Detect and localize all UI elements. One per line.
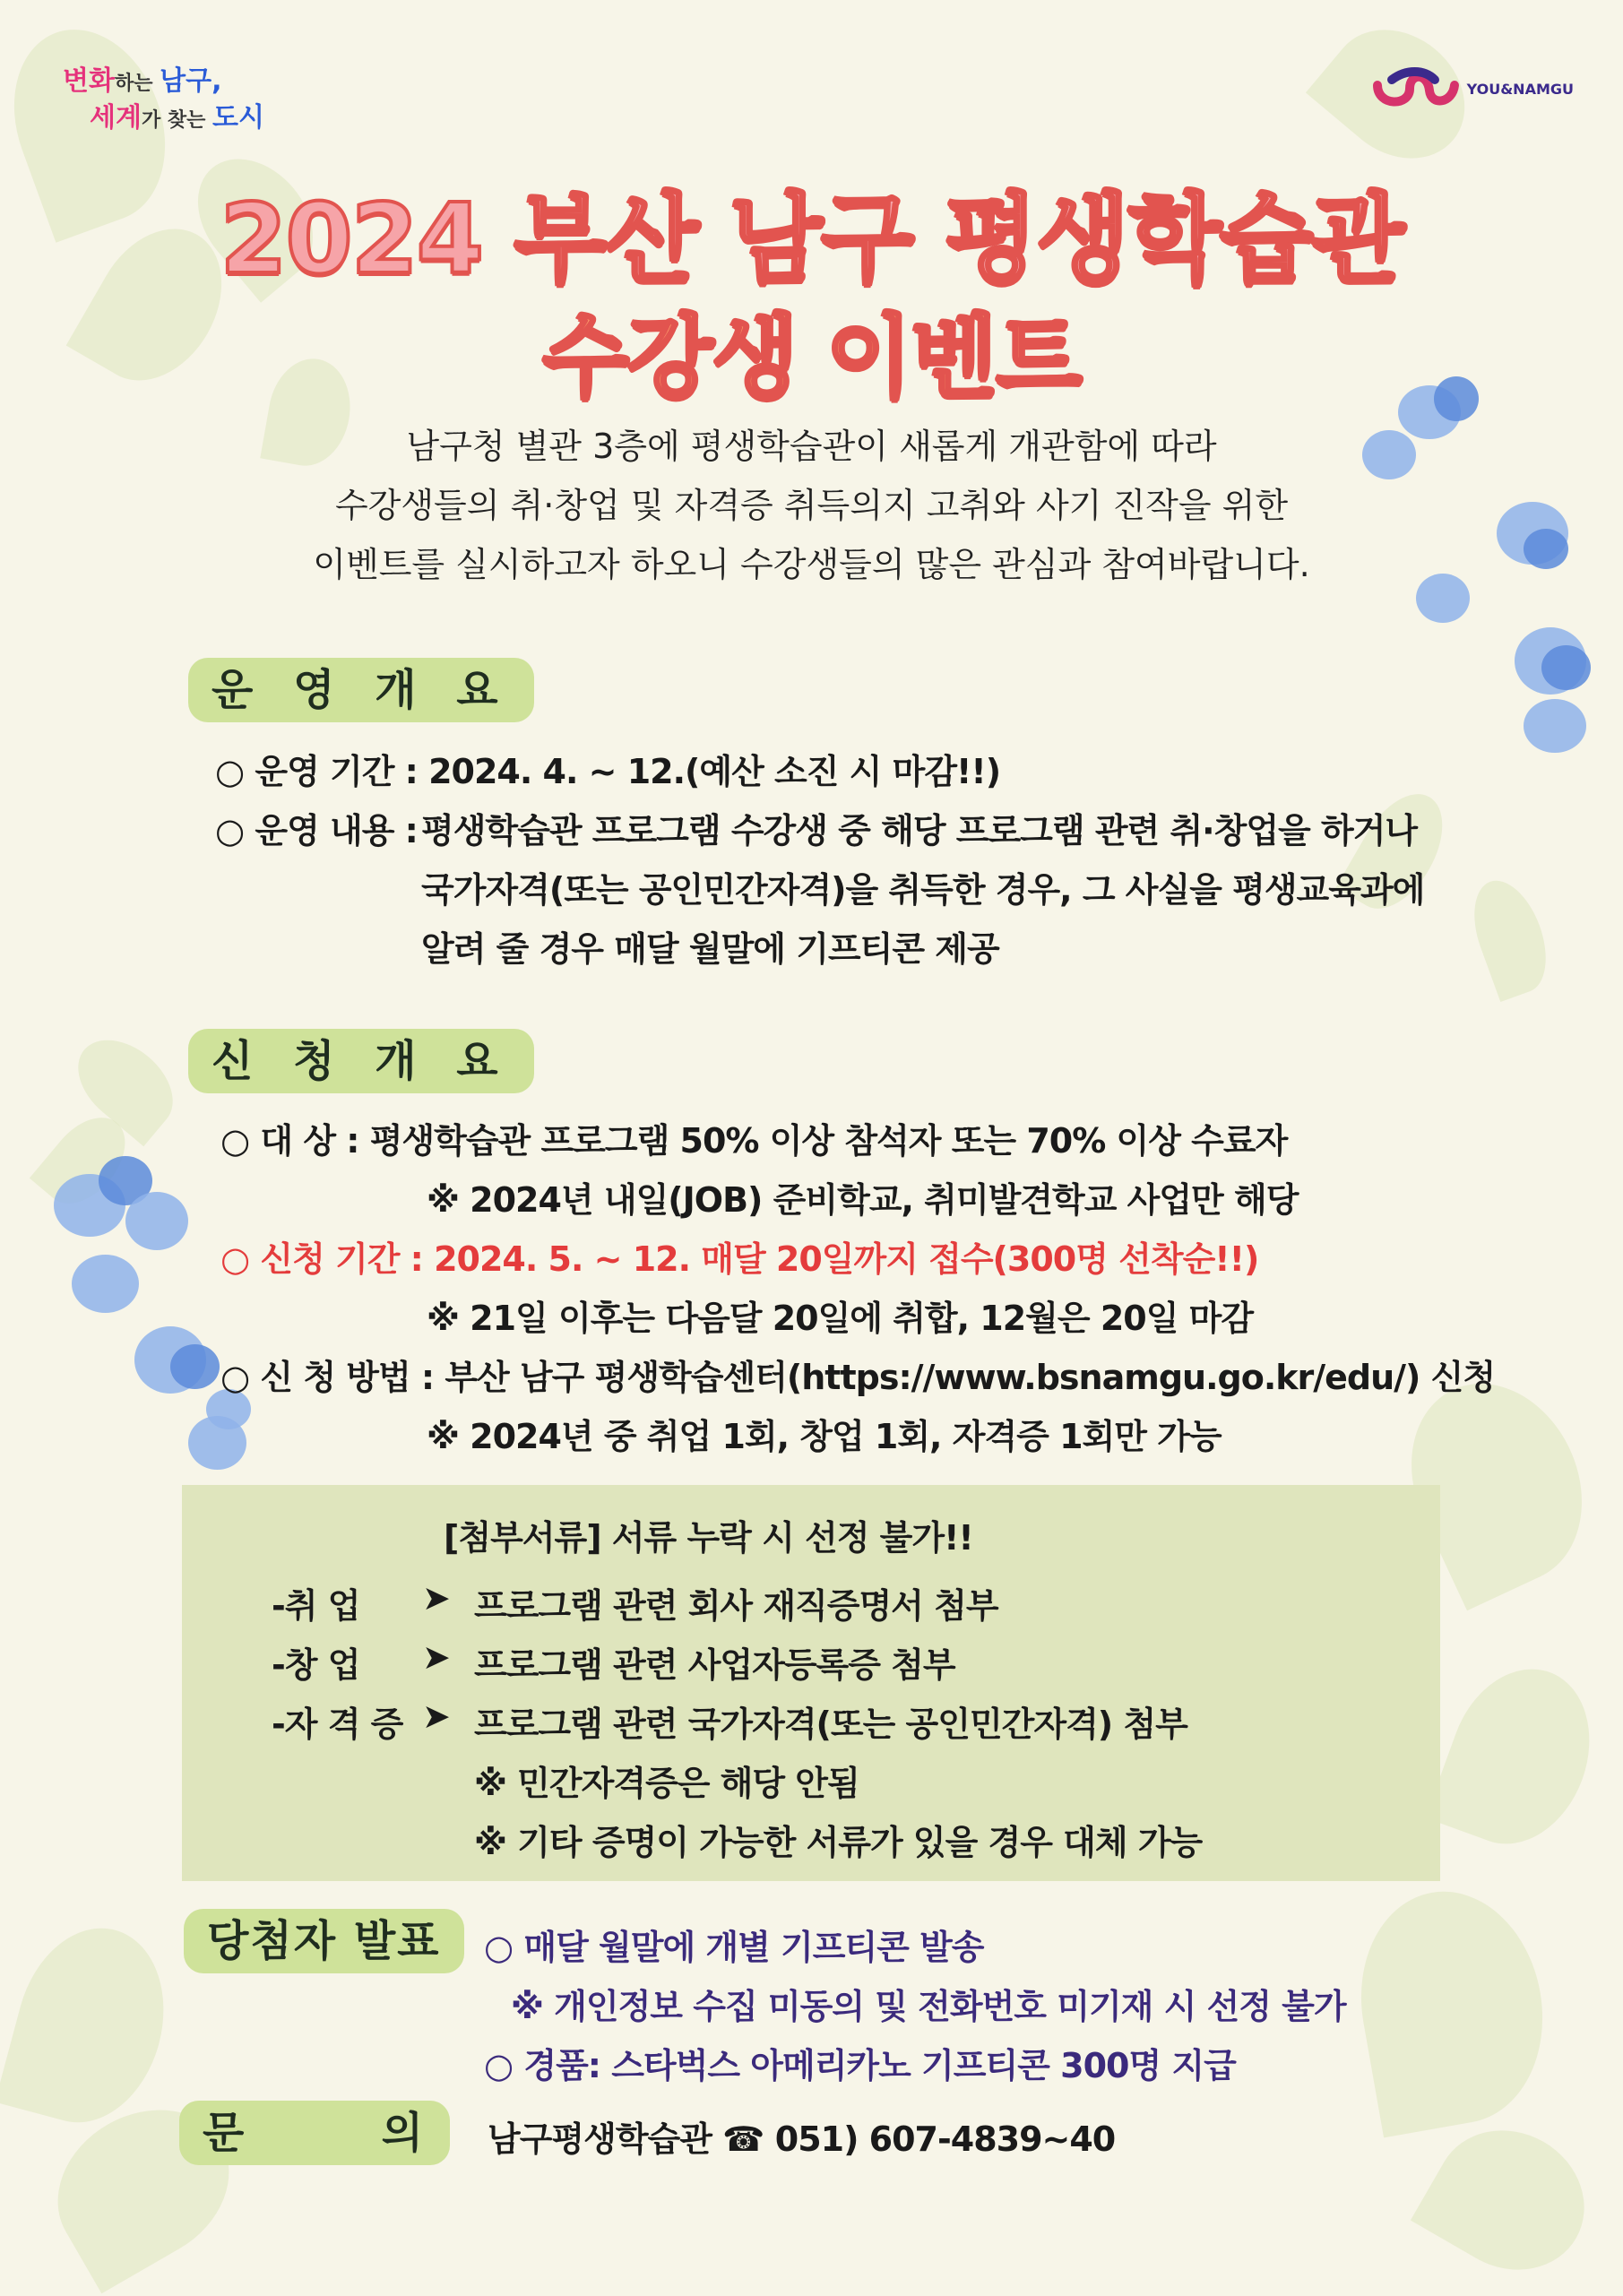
city-slogan [63,65,264,138]
slogan-word: 하는 [114,73,160,95]
winners-prize: ○ 경품: 스타벅스 아메리카노 기프티콘 300명 지급 [484,2046,1236,2085]
contact-heading-char: 문 [203,2108,245,2158]
contact-info: 남구평생학습관 ☎ 051) 607-4839~40 [488,2119,1116,2159]
documents-title: [첨부서류] 서류 누락 시 선정 불가!! [444,1518,973,1558]
operation-heading: 운 영 개 요 [188,658,534,722]
slogan-word: 세계 [90,102,142,134]
slogan-word: 남구, [160,65,222,97]
document-item-text: 프로그램 관련 사업자등록증 첨부 [474,1645,955,1685]
application-period-note: ※ 21일 이후는 다음달 20일에 취합, 12월은 20일 마감 [427,1299,1254,1338]
intro-line: 남구청 별관 3층에 평생학습관이 새롭게 개관함에 따라 [406,427,1217,466]
slogan-word: 가 찾는 [141,109,213,132]
arrow-icon: ➤ [422,1578,450,1618]
you-and-namgu-logo [1370,67,1574,110]
document-note: ※ 기타 증명이 가능한 서류가 있을 경우 대체 가능 [474,1823,1203,1862]
document-item-text: 프로그램 관련 국가자격(또는 공인민간자격) 첨부 [474,1705,1187,1744]
slogan-word: 변화 [63,65,115,97]
winners-heading: 당첨자 발표 [184,1909,464,1973]
contact-heading-char: 의 [381,2108,423,2158]
main-title: 2024 부산 남구 평생학습관 [220,184,1403,296]
arrow-icon: ➤ [422,1696,450,1736]
application-method-note: ※ 2024년 중 취업 1회, 창업 1회, 자격증 1회만 가능 [427,1417,1222,1456]
operation-content-label: ○ 운영 내용 : [215,811,418,850]
contact-heading [179,2101,450,2165]
intro-line: 이벤트를 실시하고자 하오니 수강생들의 많은 관심과 참여바랍니다. [313,545,1310,584]
application-method: ○ 신 청 방법 : 부산 남구 평생학습센터(https://www.bsnamgu.go.kr/edu/) 신청 [220,1358,1496,1397]
document-item-label: -자 격 증 [272,1705,403,1744]
intro-line: 수강생들의 취·창업 및 자격증 취득의지 고취와 사기 진작을 위한 [334,486,1289,525]
operation-content-line: 알려 줄 경우 매달 월말에 기프티콘 제공 [421,929,999,969]
operation-content-line: 국가자격(또는 공인민간자격)을 취득한 경우, 그 사실을 평생교육과에 [421,870,1425,910]
document-item-label: -창 업 [272,1645,360,1685]
application-target-note: ※ 2024년 내일(JOB) 준비학교, 취미발견학교 사업만 해당 [427,1180,1299,1220]
winners-note: ※ 개인정보 수집 미동의 및 전화번호 미기재 시 선정 불가 [511,1987,1346,2026]
arrow-icon: ➤ [422,1637,450,1677]
application-period: ○ 신청 기간 : 2024. 5. ~ 12. 매달 20일까지 접수(300명 선착순!!) [220,1239,1259,1279]
winners-line: ○ 매달 월말에 개별 기프티콘 발송 [484,1928,984,1967]
namgu-logo-icon [1370,67,1460,110]
document-item-label: -취 업 [272,1586,360,1626]
document-item-text: 프로그램 관련 회사 재직증명서 첨부 [474,1586,998,1626]
slogan-word: 도시 [212,102,265,134]
operation-content-line: 평생학습관 프로그램 수강생 중 해당 프로그램 관련 취·창업을 하거나 [421,811,1418,850]
intro-paragraph [0,417,1623,594]
sub-title: 수강생 이벤트 [542,305,1081,410]
document-note: ※ 민간자격증은 해당 안됨 [474,1764,859,1803]
operation-period: ○ 운영 기간 : 2024. 4. ~ 12.(예산 소진 시 마감!!) [215,752,1001,791]
attached-documents-box [182,1485,1440,1881]
application-heading: 신 청 개 요 [188,1029,534,1093]
application-target: ○ 대 상 : 평생학습관 프로그램 50% 이상 참석자 또는 70% 이상 수료자 [220,1121,1288,1161]
logo-text: YOU&NAMGU [1466,80,1574,98]
